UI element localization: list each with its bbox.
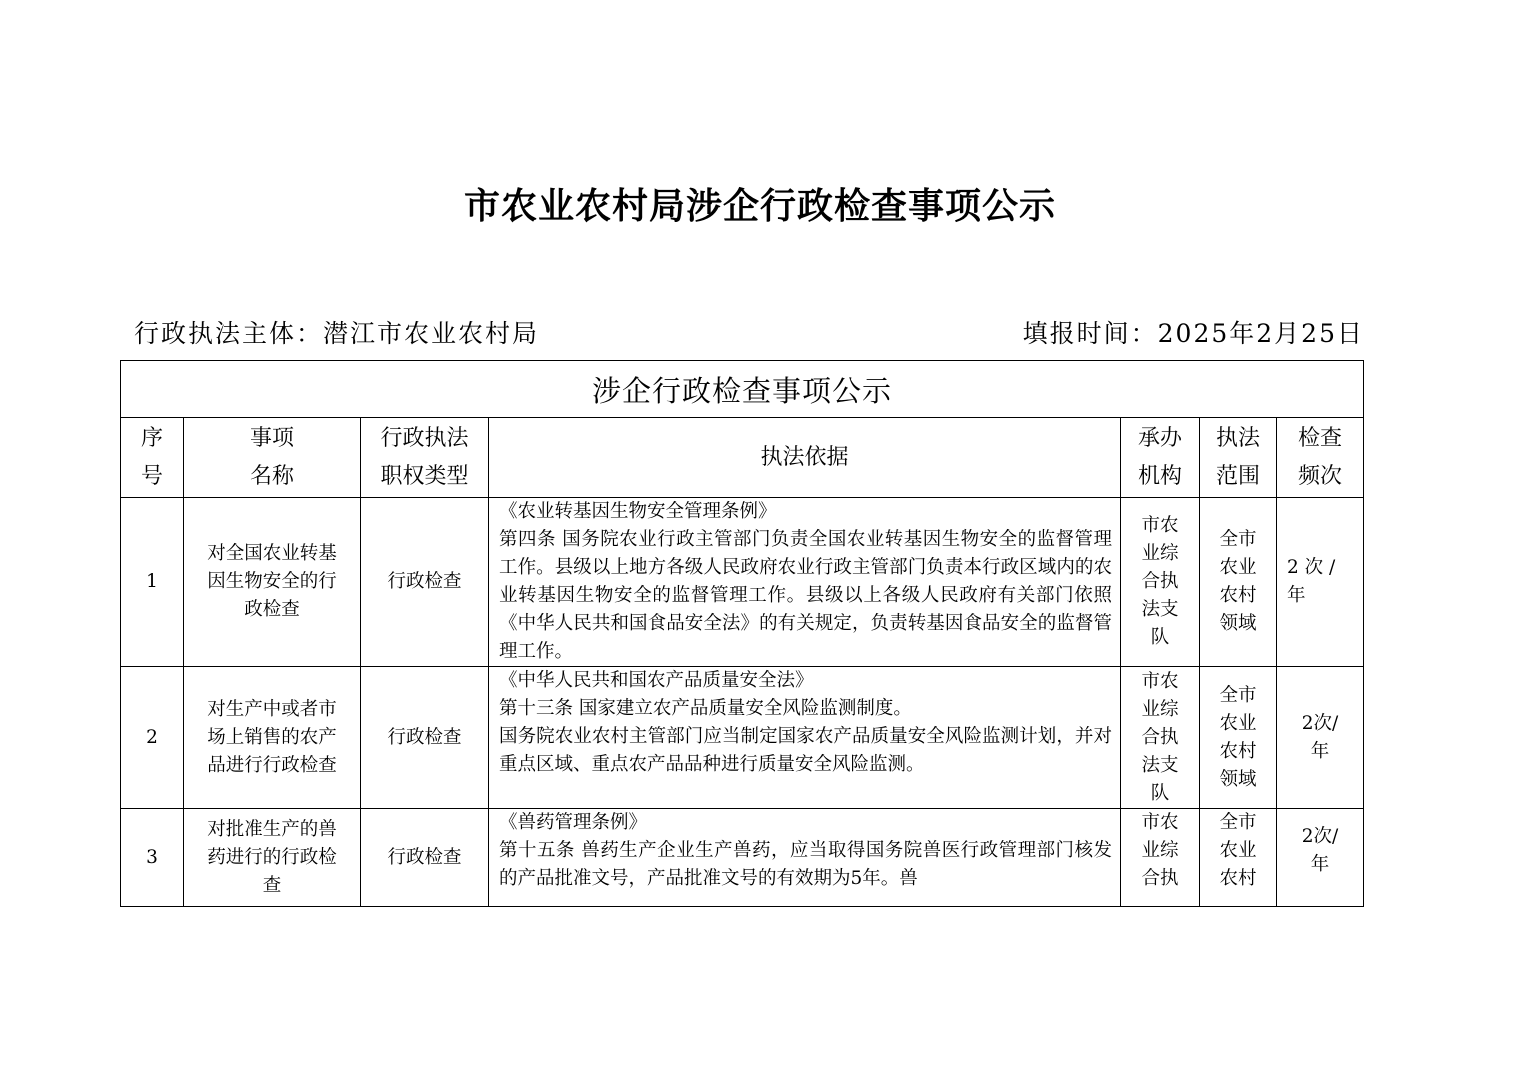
header-scope: 执法 范围	[1200, 418, 1277, 498]
org-cell: 市农 业综 合执 法支 队	[1121, 667, 1200, 809]
header-frequency: 检查 频次	[1277, 418, 1364, 498]
fill-date: 填报时间：2025年2月25日	[1022, 319, 1364, 348]
scope-cell: 全市 农业 农村	[1200, 809, 1277, 907]
basis-law-title: 《中华人民共和国农产品质量安全法》	[499, 670, 814, 691]
header-seq: 序 号	[121, 418, 184, 498]
power-type-cell: 行政检查	[361, 667, 489, 809]
header-power-type: 行政执法 职权类型	[361, 418, 489, 498]
basis-article: 第四条 国务院农业行政主管部门负责全国农业转基因生物安全的监督管理工作。县级以上地方各级人民政府农业行政主管部门负责本行政区域内的农业转基因生物安全的监督管理工作。县级以上各级人民政府有关部门依照《中华人民共和国食品安全法》的有关规定，负责转基因食品安全的监督管理工作。	[499, 529, 1112, 662]
basis-article: 第十五条 兽药生产企业生产兽药，应当取得国务院兽医行政管理部门核发的产品批准文号，产品批准文号的有效期为5年。兽	[499, 840, 1112, 889]
basis-cell	[489, 498, 1121, 667]
seq-cell: 3	[121, 809, 184, 907]
basis-cell	[489, 809, 1121, 907]
basis-cell	[489, 667, 1121, 809]
item-name-cell: 对生产中或者市 场上销售的农产 品进行行政检查	[184, 667, 361, 809]
table-row	[121, 667, 1364, 809]
table-caption: 涉企行政检查事项公示	[121, 361, 1364, 418]
frequency-cell: 2 次 / 年	[1277, 498, 1364, 667]
power-type-cell: 行政检查	[361, 498, 489, 667]
org-cell: 市农 业综 合执	[1121, 809, 1200, 907]
basis-article-detail: 国务院农业农村主管部门应当制定国家农产品质量安全风险监测计划，并对重点区域、重点农产品品种进行质量安全风险监测。	[499, 726, 1112, 775]
seq-cell: 1	[121, 498, 184, 667]
basis-article: 第十三条 国家建立农产品质量安全风险监测制度。	[499, 698, 912, 719]
scope-cell: 全市 农业 农村 领域	[1200, 498, 1277, 667]
header-org: 承办 机构	[1121, 418, 1200, 498]
power-type-cell: 行政检查	[361, 809, 489, 907]
table-header-row	[121, 418, 1364, 498]
item-name-cell: 对批准生产的兽 药进行的行政检 查	[184, 809, 361, 907]
header-basis: 执法依据	[489, 418, 1121, 498]
item-name-cell: 对全国农业转基 因生物安全的行 政检查	[184, 498, 361, 667]
table-row	[121, 809, 1364, 907]
scope-cell: 全市 农业 农村 领域	[1200, 667, 1277, 809]
frequency-cell: 2次/ 年	[1277, 667, 1364, 809]
inspection-table	[120, 360, 1364, 907]
enforcement-subject: 行政执法主体：潜江市农业农村局	[134, 319, 540, 348]
frequency-cell: 2次/ 年	[1277, 809, 1364, 907]
page-title: 市农业农村局涉企行政检查事项公示	[463, 185, 1056, 227]
basis-law-title: 《兽药管理条例》	[499, 812, 648, 833]
seq-cell: 2	[121, 667, 184, 809]
org-cell: 市农 业综 合执 法支 队	[1121, 498, 1200, 667]
table-row	[121, 498, 1364, 667]
header-item-name: 事项 名称	[184, 418, 361, 498]
basis-law-title: 《农业转基因生物安全管理条例》	[499, 501, 777, 522]
